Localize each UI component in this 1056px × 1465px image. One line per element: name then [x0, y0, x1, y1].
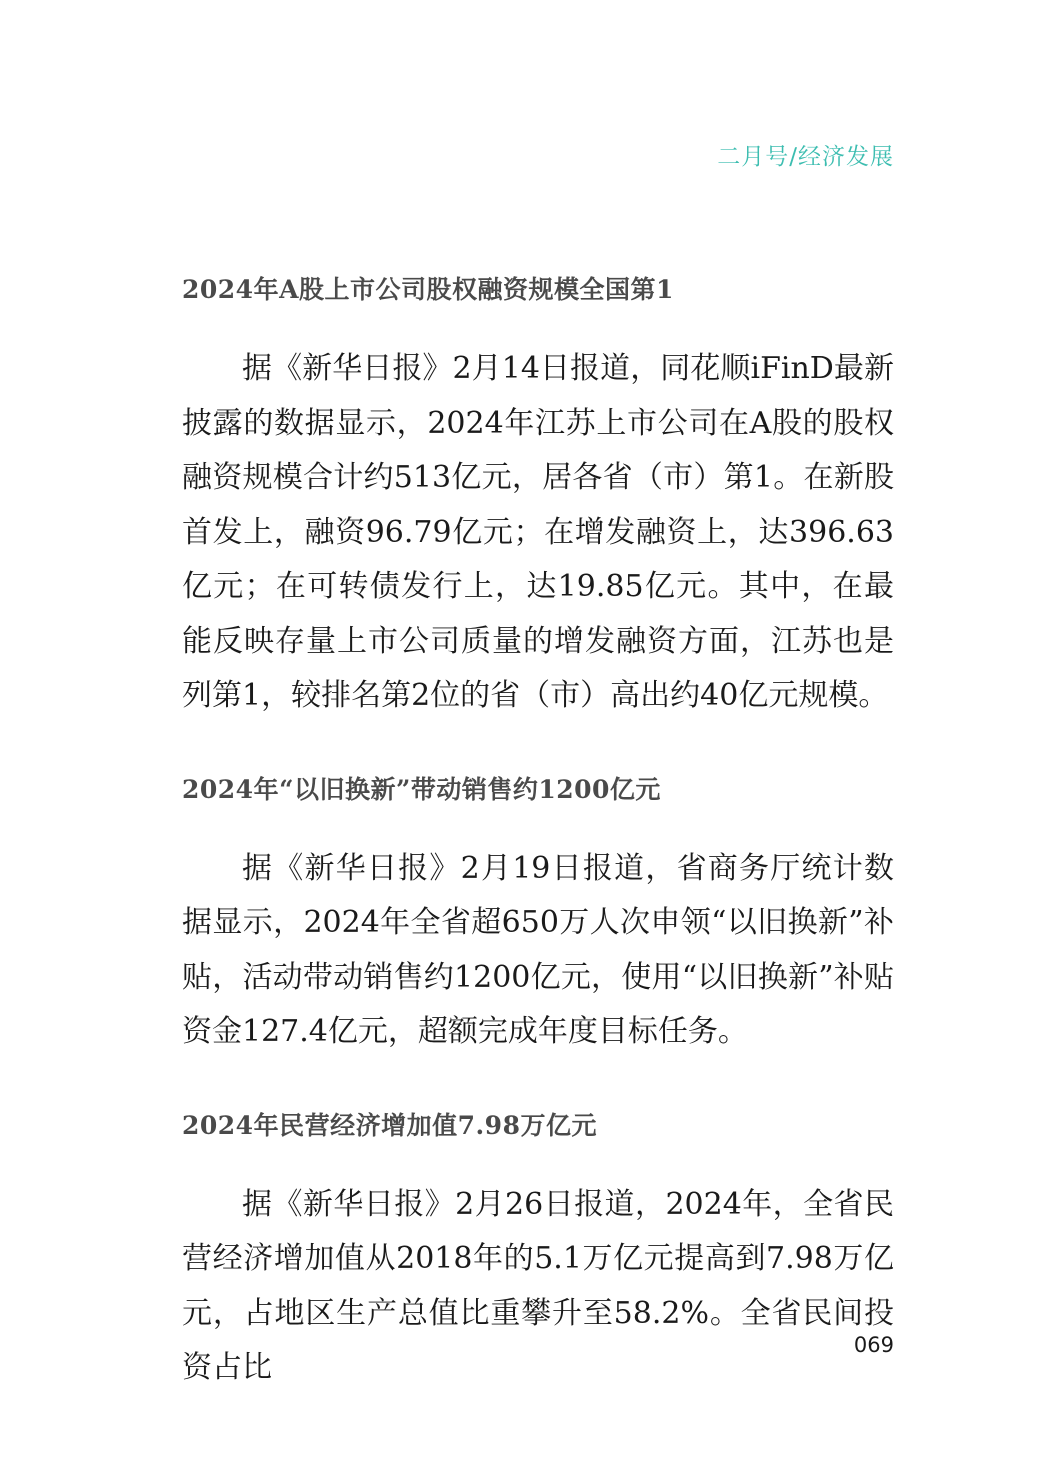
- page-number: 069: [853, 1333, 894, 1357]
- article-trade-in: [182, 770, 894, 1060]
- article-body: 据《新华日报》2月14日报道，同花顺iFinD最新披露的数据显示，2024年江苏上市公司在A股的股权融资规模合计约513亿元，居各省（市）第1。在新股首发上，融资96.79亿元；在增发融资上，达396.63亿元；在可转债发行上，达19.85亿元。其中，在最能反映存量上市公司质量的增发融资方面，江苏也是列第1，较排名第2位的省（市）高出约40亿元规模。: [182, 351, 894, 713]
- article-title: 2024年“以旧换新”带动销售约1200亿元: [182, 774, 661, 804]
- article-title: 2024年A股上市公司股权融资规模全国第1: [182, 275, 674, 304]
- running-header-section: 二月号∕经济发展: [717, 144, 894, 170]
- article-title: 2024年民营经济增加值7.98万亿元: [182, 1110, 597, 1140]
- article-private-economy: [182, 1106, 894, 1396]
- article-body: 据《新华日报》2月19日报道，省商务厅统计数据显示，2024年全省超650万人次申领“以旧换新”补贴，活动带动销售约1200亿元，使用“以旧换新”补贴资金127.4亿元，超额完成年度目标任务。: [182, 850, 894, 1049]
- article-list: [182, 270, 894, 1396]
- article-body: 据《新华日报》2月26日报道，2024年，全省民营经济增加值从2018年的5.1万亿元提高到7.98万亿元，占地区生产总值比重攀升至58.2%。全省民间投资占比: [182, 1186, 894, 1385]
- article-equity-financing: [182, 270, 894, 724]
